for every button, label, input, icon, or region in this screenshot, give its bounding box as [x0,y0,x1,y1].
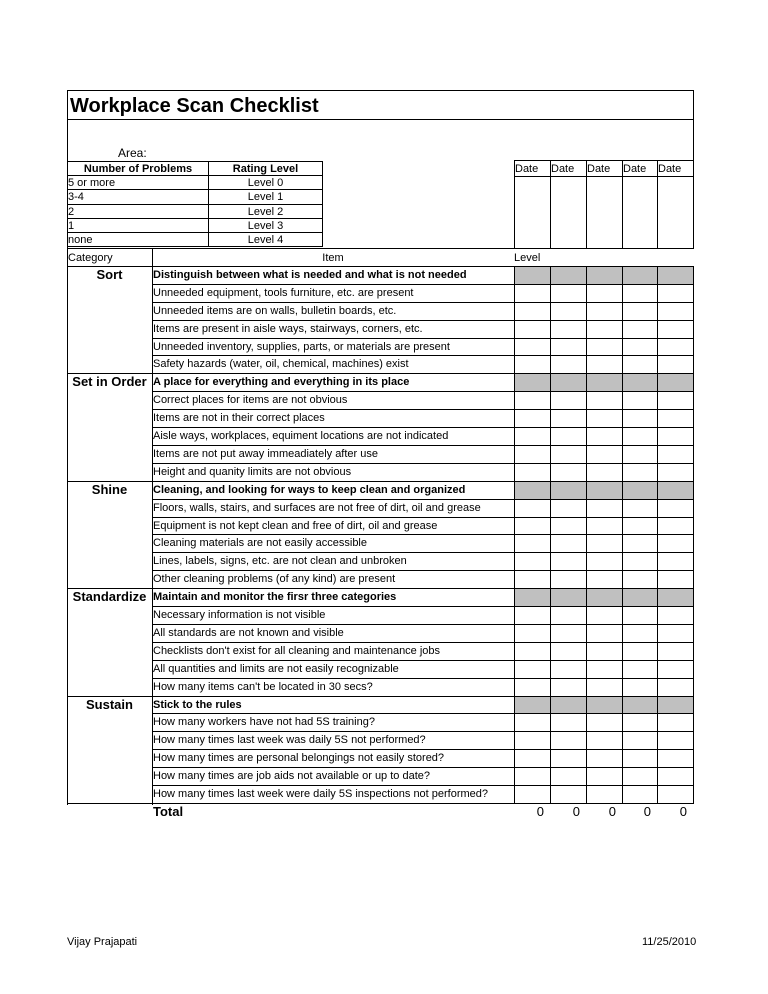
column-header-category: Category [68,252,113,264]
row-line [152,445,694,446]
rating-column-line [693,696,694,803]
rating-problems-cell: 2 [68,206,75,218]
rating-column-line [622,373,623,481]
row-line [152,463,694,464]
title-divider [67,119,694,120]
rating-header-level: Rating Level [232,163,299,175]
row-line [152,499,694,500]
checklist-item: Height and quanity limits are not obvious [153,466,352,478]
rating-column-line [550,481,551,588]
row-line [152,749,694,750]
checklist-item: Items are not in their correct places [153,412,325,424]
rating-level-cell: Level 4 [247,234,284,246]
checklist-item: Cleaning materials are not easily accessible [153,537,367,549]
outer-border-right [693,90,694,160]
rating-column-line [586,481,587,588]
row-line [152,678,694,679]
rating-column-line [514,373,515,481]
rating-column-line [550,373,551,481]
rating-column-line [550,266,551,373]
rating-column-line [586,696,587,803]
rating-column-line [657,373,658,481]
checklist-item: Equipment is not kept clean and free of dirt, oil and grease [153,520,438,532]
checklist-item: Unneeded items are on walls, bulletin boards, etc. [153,305,397,317]
rating-column-line [550,588,551,696]
section-heading: Maintain and monitor the firsr three categories [153,591,397,603]
row-line [152,606,694,607]
row-line [152,767,694,768]
total-value: 0 [608,804,616,819]
rating-header-problems: Number of Problems [83,163,193,175]
heading-shade [515,267,693,284]
rating-problems-cell: none [68,234,93,246]
rating-column-line [586,266,587,373]
rating-column-line [693,481,694,588]
row-line [152,302,694,303]
footer-date: 11/25/2010 [642,936,697,948]
row-line [152,320,694,321]
total-label: Total [153,804,184,819]
header-line [67,248,694,249]
category-label: Set in Order [72,374,147,389]
total-value: 0 [536,804,544,819]
section-heading: Stick to the rules [153,699,242,711]
rating-column-line [514,481,515,588]
section-heading: A place for everything and everything in its place [153,376,410,388]
checklist-item: All standards are not known and visible [153,627,344,639]
category-label: Standardize [72,589,147,604]
total-value: 0 [679,804,687,819]
column-header-item: Item [322,252,344,264]
date-column-line [693,160,694,248]
outer-border-top [67,90,694,91]
rating-column-line [550,696,551,803]
row-line [152,642,694,643]
checklist-item: Unneeded equipment, tools furniture, etc. are present [153,287,414,299]
checklist-item: Other cleaning problems (of any kind) are present [153,573,396,585]
rating-column-line [622,266,623,373]
rating-column-line [693,588,694,696]
category-label: Sort [96,267,123,282]
checklist-item: How many times are job aids not available or up to date? [153,770,430,782]
rating-problems-cell: 5 or more [68,177,116,189]
row-line [152,427,694,428]
rating-table-line [322,161,323,246]
row-line [152,660,694,661]
rating-column-line [693,266,694,373]
checklist-item: How many times are personal belongings not easily stored? [153,752,445,764]
page-title: Workplace Scan Checklist [70,95,319,117]
checklist-item: Lines, labels, signs, etc. are not clean and unbroken [153,555,407,567]
heading-shade [515,482,693,499]
checklist-item: How many times last week were daily 5S inspections not performed? [153,788,489,800]
rating-column-line [586,373,587,481]
date-header-line [514,176,694,177]
category-label: Sustain [86,697,133,712]
rating-level-cell: Level 1 [247,191,284,203]
rating-column-line [586,588,587,696]
row-line [152,284,694,285]
rating-column-line [622,696,623,803]
section-heading: Distinguish between what is needed and what is not needed [153,269,467,281]
row-line [152,552,694,553]
section-divider [67,803,694,804]
checklist-item: How many items can't be located in 30 secs? [153,681,373,693]
checklist-item: Floors, walls, stairs, and surfaces are not free of dirt, oil and grease [153,502,481,514]
heading-shade [515,589,693,606]
row-line [152,355,694,356]
category-label: Shine [91,482,128,497]
row-line [152,409,694,410]
rating-level-cell: Level 0 [247,177,284,189]
rating-problems-cell: 1 [68,220,75,232]
checklist-item: Correct places for items are not obvious [153,394,348,406]
checklist-item: How many times last week was daily 5S not performed? [153,734,426,746]
row-line [152,624,694,625]
total-value: 0 [572,804,580,819]
rating-column-line [657,696,658,803]
row-line [152,570,694,571]
row-line [152,731,694,732]
rating-column-line [657,588,658,696]
rating-column-line [693,373,694,481]
checklist-item: All quantities and limits are not easily recognizable [153,663,399,675]
rating-column-line [514,266,515,373]
column-header-level: Level [514,252,541,264]
checklist-item: Items are present in aisle ways, stairways, corners, etc. [153,323,423,335]
row-line [152,785,694,786]
checklist-item: Safety hazards (water, oil, chemical, machines) exist [153,358,409,370]
checklist-item: Aisle ways, workplaces, equiment locations are not indicated [153,430,449,442]
rating-level-cell: Level 2 [247,206,284,218]
rating-column-line [657,266,658,373]
total-value: 0 [643,804,651,819]
checklist-item: Necessary information is not visible [153,609,326,621]
row-line [152,517,694,518]
area-label: Area: [118,146,147,160]
date-header: Date [515,163,539,175]
date-header: Date [658,163,682,175]
rating-column-line [514,588,515,696]
date-header: Date [623,163,647,175]
rating-column-line [622,588,623,696]
heading-shade [515,374,693,391]
row-line [152,534,694,535]
checklist-item: Items are not put away immeadiately after use [153,448,378,460]
rating-problems-cell: 3-4 [68,191,84,203]
rating-level-cell: Level 3 [247,220,284,232]
row-line [152,391,694,392]
heading-shade [515,697,693,714]
row-line [152,713,694,714]
checklist-item: Checklists don't exist for all cleaning and maintenance jobs [153,645,441,657]
rating-table-line [67,161,323,162]
date-header-line [514,160,694,161]
date-header: Date [551,163,575,175]
rating-column-line [514,696,515,803]
rating-column-line [657,481,658,588]
section-heading: Cleaning, and looking for ways to keep clean and organized [153,484,466,496]
row-line [152,338,694,339]
rating-column-line [622,481,623,588]
checklist-item: Unneeded inventory, supplies, parts, or materials are present [153,341,450,353]
footer-author: Vijay Prajapati [67,936,138,948]
checklist-item: How many workers have not had 5S training? [153,716,375,728]
date-header: Date [587,163,611,175]
